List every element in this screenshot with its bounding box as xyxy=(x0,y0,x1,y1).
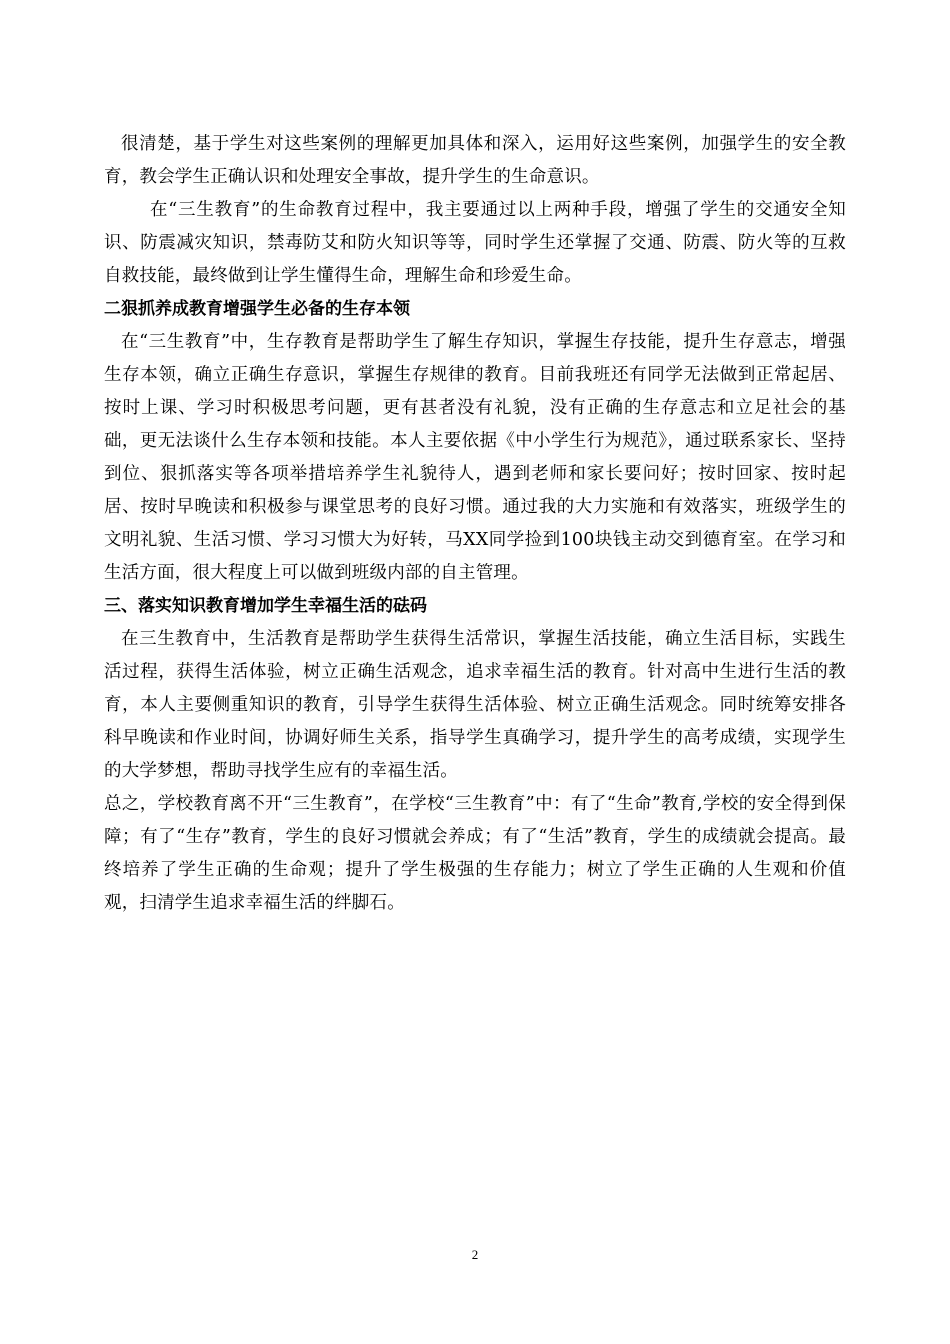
paragraph-conclusion: 总之，学校教育离不开“三生教育”，在学校“三生教育”中：有了“生命”教育,学校的安全得到保障；有了“生存”教育，学生的良好习惯就会养成；有了“生活”教育，学生的成绩就会提高。最终培养了学生正确的生命观；提升了学生极强的生存能力；树立了学生正确的人生观和价值观，扫清学生追求幸福生活的绊脚石。 xyxy=(104,794,846,913)
section-heading-living: 三、落实知识教育增加学生幸福生活的砝码 xyxy=(104,596,427,616)
page-number: 2 xyxy=(471,1247,479,1262)
section-heading-survival: 二狠抓养成教育增强学生必备的生存本领 xyxy=(104,299,410,319)
paragraph-life-education-summary: 在“三生教育”的生命教育过程中，我主要通过以上两种手段，增强了学生的交通安全知识、防震减灾知识，禁毒防艾和防火知识等等，同时学生还掌握了交通、防震、防火等的互救自救技能，最终做到让学生懂得生命，理解生命和珍爱生命。 xyxy=(104,200,846,286)
paragraph-survival-education: 在“三生教育”中，生存教育是帮助学生了解生存知识，掌握生存技能，提升生存意志，增强生存本领，确立正确生存意识，掌握生存规律的教育。目前我班还有同学无法做到正常起居、按时上课、学习时积极思考问题，更有甚者没有礼貌，没有正确的生存意志和立足社会的基础，更无法谈什么生存本领和技能。本人主要依据《中小学生行为规范》，通过联系家长、坚持到位、狠抓落实等各项举措培养学生礼貌待人，遇到老师和家长要问好；按时回家、按时起居、按时早晚读和积极参与课堂思考的良好习惯。通过我的大力实施和有效落实，班级学生的文明礼貌、生活习惯、学习习惯大为好转，马XX同学捡到100块钱主动交到德育室。在学习和生活方面，很大程度上可以做到班级内部的自主管理。 xyxy=(104,332,846,583)
paragraph-case-education: 很清楚，基于学生对这些案例的理解更加具体和深入，运用好这些案例，加强学生的安全教育，教会学生正确认识和处理安全事故，提升学生的生命意识。 xyxy=(104,134,846,187)
paragraph-living-education: 在三生教育中，生活教育是帮助学生获得生活常识，掌握生活技能，确立生活目标，实践生活过程，获得生活体验，树立正确生活观念，追求幸福生活的教育。针对高中生进行生活的教育，本人主要侧重知识的教育，引导学生获得生活体验、树立正确生活观念。同时统筹安排各科早晚读和作业时间，协调好师生关系，指导学生真确学习，提升学生的高考成绩，实现学生的大学梦想，帮助寻找学生应有的幸福生活。 xyxy=(104,629,846,781)
document-page xyxy=(104,128,846,920)
